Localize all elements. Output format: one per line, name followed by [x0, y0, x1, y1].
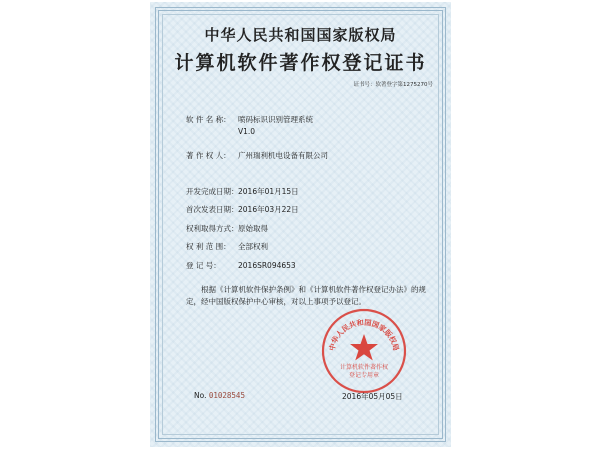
owner-value: 广州瑞利机电设备有限公司 [238, 151, 328, 160]
owner-label: 著 作 权 人： [186, 151, 231, 160]
software-name-label: 软 件 名 称： [186, 115, 231, 124]
first-publish-value: 2016年03月22日 [238, 205, 299, 214]
acquire-method-label: 权利取得方式： [186, 224, 239, 233]
reg-no-row [186, 260, 296, 271]
scope-value: 全部权利 [238, 242, 268, 251]
serial-value: 01028545 [208, 391, 245, 400]
issuer-heading: 中华人民共和国国家版权局 [204, 26, 397, 44]
seal-star-icon [350, 334, 378, 361]
scope-label: 权 利 范 围： [186, 242, 231, 251]
copyright-certificate [150, 2, 451, 447]
owner-row [186, 150, 328, 161]
serial-number [194, 391, 245, 400]
certificate-number: 证书号：软著登字第1275270号 [353, 82, 433, 88]
reg-no-value: 2016SR094653 [238, 261, 296, 270]
dev-complete-label: 开发完成日期： [186, 187, 239, 196]
official-seal [320, 307, 408, 395]
dev-complete-row [186, 186, 299, 197]
software-name-row [186, 114, 313, 136]
software-name-value: 喷码标识识别管理系统 [238, 115, 313, 124]
acquire-method-row [186, 223, 268, 234]
certificate-title: 计算机软件著作权登记证书 [174, 52, 427, 74]
seal-inner-text-1: 计算机软件著作权 [339, 364, 389, 371]
software-version: V1.0 [238, 127, 256, 136]
registration-statement: 根据《计算机软件保护条例》和《计算机软件著作权登记办法》的规定，经中国版权保护中心审核，对以上事项予以登记。 [186, 285, 426, 306]
issue-date: 2016年05月05日 [342, 392, 403, 401]
dev-complete-value: 2016年01月15日 [238, 187, 299, 196]
reg-no-label: 登 记 号： [186, 261, 221, 270]
scope-row [186, 241, 268, 252]
seal-ring-text: 中华人民共和国国家版权局 [327, 317, 401, 352]
first-publish-label: 首次发表日期： [186, 205, 239, 214]
first-publish-row [186, 204, 299, 215]
serial-label: No. [194, 391, 207, 400]
seal-inner-text-2: 登记专用章 [348, 372, 380, 379]
acquire-method-value: 原始取得 [238, 224, 268, 233]
